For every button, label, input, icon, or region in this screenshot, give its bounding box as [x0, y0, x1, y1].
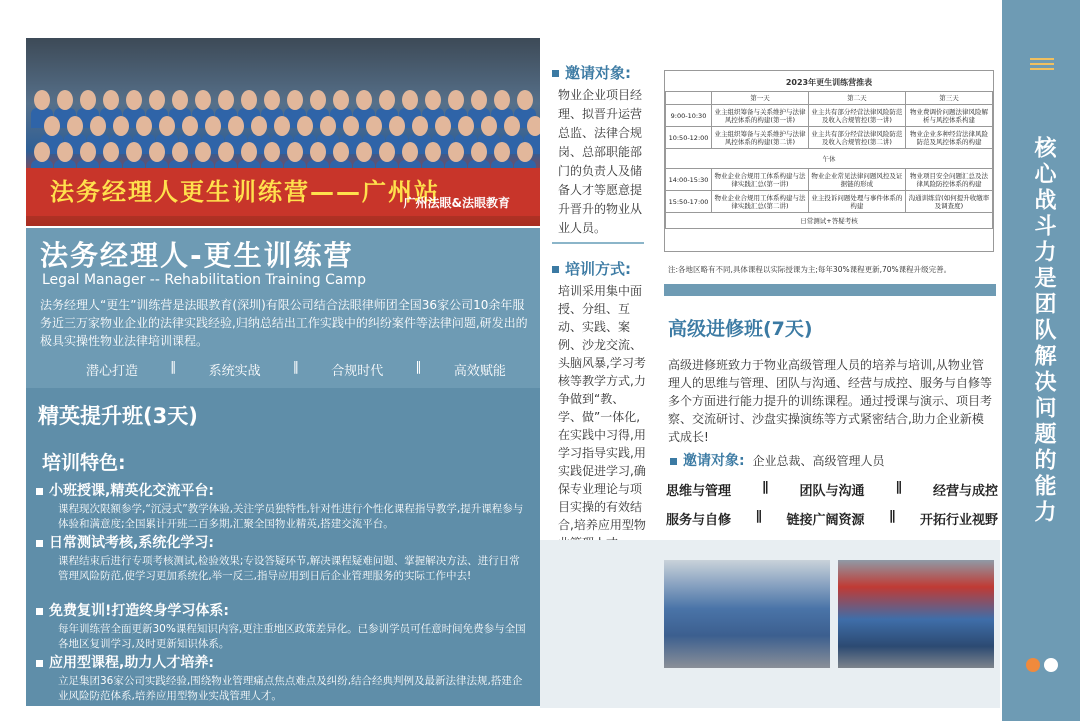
- person-head: [310, 142, 326, 162]
- square-bullet-icon: [670, 458, 677, 465]
- person-head: [471, 90, 487, 110]
- person-head: [80, 142, 96, 162]
- person-head: [90, 116, 106, 136]
- pillar: 高效赋能: [453, 364, 506, 379]
- person-head: [366, 116, 382, 136]
- person-head: [504, 116, 520, 136]
- schedule-table: [665, 91, 993, 229]
- person-head: [356, 90, 372, 110]
- square-bullet-icon: [36, 540, 43, 547]
- person-head: [251, 116, 267, 136]
- feature-title: 应用型课程,助力人才培养:: [49, 655, 214, 671]
- person-head: [126, 142, 142, 162]
- person-head: [264, 90, 280, 110]
- person-head: [264, 142, 280, 162]
- topic: 链接广阔资源: [786, 513, 865, 528]
- person-head: [182, 116, 198, 136]
- group-photo-2: [838, 560, 994, 668]
- person-head: [481, 116, 497, 136]
- table-row: 15:50-17:00 物业企业合规用工体系构建与法律实践汇总(第二讲) 业主投诉问题处理与事件体系的构建 沟通训练营(如何提升收缴率及调查度): [666, 191, 993, 213]
- topic: 团队与沟通: [799, 484, 865, 499]
- person-head: [425, 90, 441, 110]
- table-row: 14:00-15:30 物业企业合规用工体系构建与法律实践汇总(第一讲) 物业企业常见法律问题风控及证据链的形成 物业项目安全问题汇总及法律风险防控体系的构建: [666, 169, 993, 191]
- person-head: [435, 116, 451, 136]
- square-bullet-icon: [552, 266, 559, 273]
- person-head: [458, 116, 474, 136]
- person-head: [471, 142, 487, 162]
- person-head: [320, 116, 336, 136]
- person-head: [195, 90, 211, 110]
- person-head: [149, 90, 165, 110]
- person-head: [103, 142, 119, 162]
- person-head: [241, 142, 257, 162]
- feature-body: 每年训练营全面更新30%课程知识内容,更注重地区政策差异化。已参训学员可任意时间免费参与全国各地区复训学习,及时更新知识体系。: [58, 623, 526, 650]
- person-head: [527, 116, 540, 136]
- table-row: 10:50-12:00 业主组织筹备与关系维护与法律风控体系的构建(第二讲) 业主共有部分经营法律风险防范及收入合规管控(第二讲) 物业企业多种经营法律风险防范及风控体系的构建: [666, 127, 993, 149]
- feature-item: [36, 480, 530, 532]
- accent-bar: [664, 284, 996, 296]
- menu-icon: [1030, 58, 1054, 70]
- table-row: [666, 92, 993, 105]
- topic: 服务与自修: [666, 513, 732, 528]
- person-head: [103, 90, 119, 110]
- person-head: [159, 116, 175, 136]
- pager-dot-orange-icon: [1026, 658, 1040, 672]
- person-head: [310, 90, 326, 110]
- square-bullet-icon: [36, 488, 43, 495]
- person-head: [34, 142, 50, 162]
- hero-title: 法务经理人-更生训练营: [40, 239, 354, 272]
- advanced-invite-label: 邀请对象:: [683, 453, 745, 469]
- advanced-title: 高级进修班(7天): [668, 318, 813, 340]
- person-head: [389, 116, 405, 136]
- schedule-note: 注:各地区略有不同,具体课程以实际授课为主;每年30%课程更新,70%课程升级完善。: [668, 265, 952, 274]
- feature-item: [36, 532, 530, 584]
- square-bullet-icon: [36, 660, 43, 667]
- person-head: [356, 142, 372, 162]
- person-head: [517, 90, 533, 110]
- feature-body: 立足集团36家公司实践经验,围绕物业管理痛点焦点难点及纠纷,结合经典判例及最新法律法规,搭建企业风险防范体系,培养应用型物业实战管理人才。: [58, 675, 523, 702]
- person-head: [218, 142, 234, 162]
- person-head: [80, 90, 96, 110]
- invite-body: 物业企业项目经理、拟晋升运营总监、法律合规岗、总部职能部门的负责人及储备人才等愿意提升晋升的物业从业人员。: [558, 88, 643, 235]
- day-header: 第一天: [712, 92, 809, 105]
- person-head: [425, 142, 441, 162]
- feature-body: 课程结束后进行专项考核测试,检验效果;专设答疑环节,解决课程疑难问题、掌握解决方法、进行日常管理风险防范,使学习更加系统化,举一反三,指导应用到日后企业管理服务的实际工作中去!: [58, 555, 520, 582]
- feature-title: 小班授课,精英化交流平台:: [49, 483, 214, 499]
- pillar: 潜心打造: [86, 364, 139, 379]
- divider: [552, 242, 644, 244]
- left-panel: [26, 228, 540, 706]
- person-head: [448, 90, 464, 110]
- advanced-invite-value: 企业总裁、高级管理人员: [752, 454, 885, 468]
- hero-intro: 法务经理人“更生”训练营是法眼教育(深圳)有限公司结合法眼律师团全国36家公司10余年服务近三万家物业企业的法律实践经验,归纳总结出工作实践中的纠纷案件等法律问题,研发出的极具实操性物业法律培训课程。: [40, 298, 528, 348]
- pillar: 合规时代: [331, 364, 384, 379]
- person-head: [343, 116, 359, 136]
- side-slogan: 核心战斗力是团队解决问题的能力: [1031, 136, 1056, 526]
- square-bullet-icon: [552, 70, 559, 77]
- person-head: [113, 116, 129, 136]
- advanced-invite: [670, 450, 884, 470]
- photo-banner-title: 法务经理人更生训练营——广州站: [50, 178, 440, 206]
- person-head: [333, 142, 349, 162]
- person-head: [205, 116, 221, 136]
- person-head: [379, 142, 395, 162]
- day-header: 第三天: [905, 92, 992, 105]
- person-head: [448, 142, 464, 162]
- table-row: 午休: [666, 149, 993, 169]
- method-title: 培训方式:: [552, 258, 631, 279]
- photo-banner-sub: 广州法眼&法眼教育: [403, 196, 510, 210]
- person-head: [379, 90, 395, 110]
- feature-body: 课程现次限额参学,“沉浸式”教学体验,关注学员独特性,针对性进行个性化课程指导教学,提升课程参与体验和满意度;全国累计开班二百多期,汇聚全国物业精英,搭建交流平台。: [58, 503, 524, 530]
- person-head: [228, 116, 244, 136]
- pillar: 系统实战: [208, 364, 261, 379]
- person-head: [494, 90, 510, 110]
- hero-subtitle: Legal Manager -- Rehabilitation Training Camp: [42, 272, 366, 288]
- pager-dot-white-icon: [1044, 658, 1058, 672]
- feature-title: 日常测试考核,系统化学习:: [49, 535, 214, 551]
- schedule-title: 2023年更生训练营推表: [785, 78, 873, 87]
- person-head: [333, 90, 349, 110]
- topic: 思维与管理: [666, 484, 732, 499]
- person-head: [287, 90, 303, 110]
- pillars-row: 潜心打造 ∥ 系统实战 ∥ 合规时代 ∥ 高效赋能: [86, 360, 506, 379]
- person-head: [494, 142, 510, 162]
- classroom-photo: [664, 560, 830, 668]
- schedule-table-wrap: [664, 70, 994, 252]
- photo-banner: [26, 168, 540, 216]
- feature-item: [36, 652, 530, 704]
- advanced-body: 高级进修班致力于物业高级管理人员的培养与培训,从物业管理人的思维与管理、团队与沟通、经营与成控、服务与自修等多个方面进行能力提升的训练课程。通过授课与演示、项目考察、交流研讨、沙盘实操演练等方式紧密结合,助力企业新模式成长!: [668, 358, 993, 444]
- person-head: [402, 90, 418, 110]
- feature-item: [36, 600, 530, 652]
- person-head: [149, 142, 165, 162]
- feature-title: 免费复训!打造终身学习体系:: [49, 603, 229, 619]
- person-head: [172, 142, 188, 162]
- person-head: [517, 142, 533, 162]
- person-head: [57, 142, 73, 162]
- person-head: [218, 90, 234, 110]
- person-head: [57, 90, 73, 110]
- person-head: [67, 116, 83, 136]
- topics-grid: 思维与管理 ∥ 团队与沟通 ∥ 经营与成控 服务与自修 ∥ 链接广阔资源 ∥ 开拓行业视野: [666, 480, 998, 528]
- invite-title: 邀请对象:: [552, 62, 631, 83]
- person-head: [287, 142, 303, 162]
- person-head: [44, 116, 60, 136]
- elite-title: 精英提升班(3天): [38, 404, 198, 428]
- person-head: [274, 116, 290, 136]
- table-row: 9:00-10:30 业主组织筹备与关系维护与法律风控体系的构建(第一讲) 业主共有部分经营法律风险防范及收入合规管控(第一讲) 物业费调价问题法律风险解析与风控体系构建: [666, 105, 993, 127]
- topic: 经营与成控: [932, 484, 998, 499]
- person-head: [297, 116, 313, 136]
- group-photo: [26, 38, 540, 226]
- day-header: 第二天: [808, 92, 905, 105]
- right-sidebar: [1002, 0, 1080, 721]
- topic: 开拓行业视野: [919, 513, 998, 528]
- square-bullet-icon: [36, 608, 43, 615]
- person-head: [402, 142, 418, 162]
- person-head: [34, 90, 50, 110]
- method-body: 培训采用集中面授、分组、互动、实践、案例、沙龙交流、头脑风暴,学习考核等教学方式,力争做到“教、学、做”一体化,在实践中习得,用学习指导实践,用实践促进学习,确保专业理论与项目实操的有效结合,培养应用型物: [558, 284, 646, 532]
- person-head: [172, 90, 188, 110]
- features-title: 培训特色:: [42, 452, 126, 474]
- person-head: [126, 90, 142, 110]
- person-head: [195, 142, 211, 162]
- person-head: [136, 116, 152, 136]
- person-head: [241, 90, 257, 110]
- table-row: 日常测试+答疑考核: [666, 213, 993, 229]
- person-head: [412, 116, 428, 136]
